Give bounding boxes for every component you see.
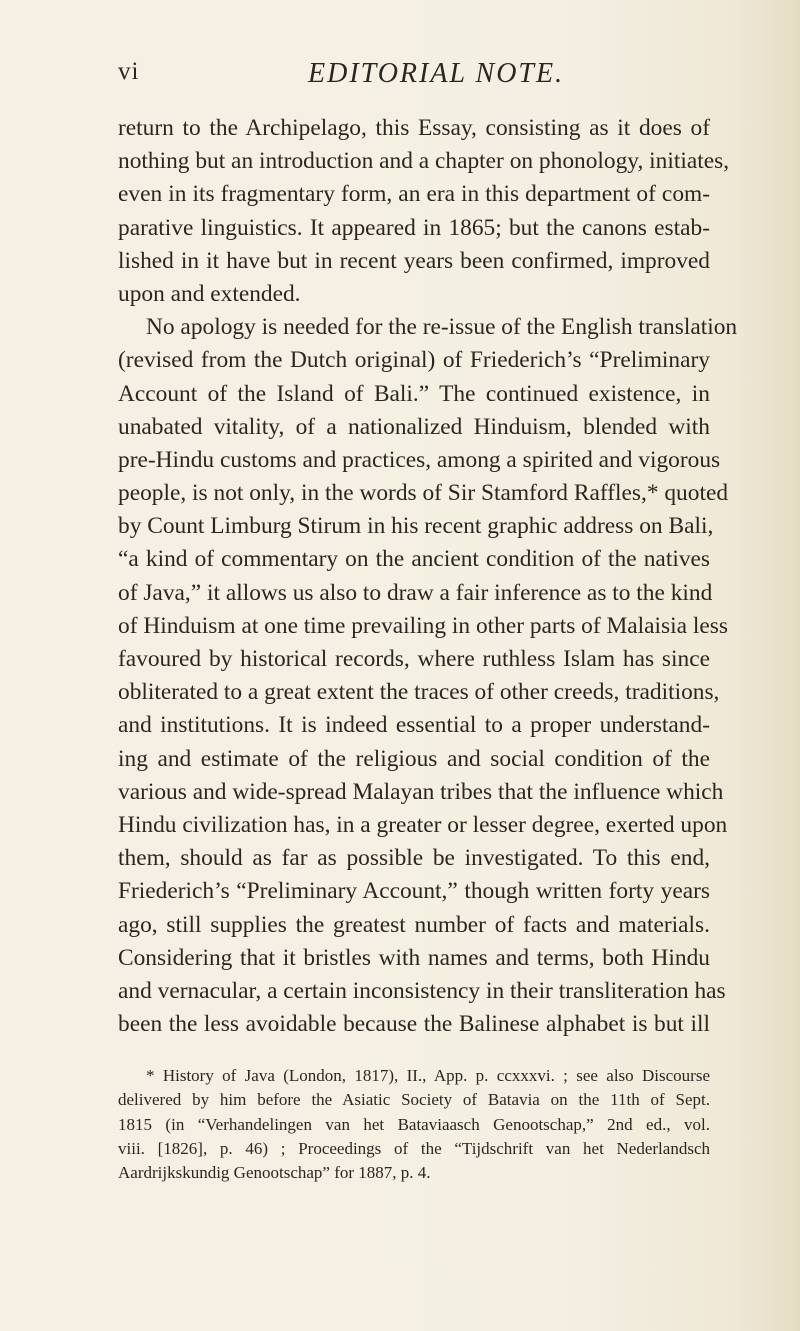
text-line: (revised from the Dutch original) of Friederich’s “Preliminary <box>118 347 710 374</box>
footnote <box>118 1064 710 1185</box>
text-line: people, is not only, in the words of Sir Stamford Raffles,* quoted <box>118 480 729 507</box>
text-line: of Java,” it allows us also to draw a fair inference as to the kind <box>118 579 713 606</box>
text-line: return to the Archipelago, this Essay, consisting as it does of <box>118 115 710 141</box>
text-line: lished in it have but in recent years been confirmed, improved <box>118 247 710 274</box>
text-line: and institutions. It is indeed essential to a proper understand- <box>118 712 710 739</box>
text-line: various and wide-spread Malayan tribes that the influence which <box>118 778 724 805</box>
page-header <box>118 58 718 98</box>
text-line: unabated vitality, of a nationalized Hinduism, blended with <box>118 413 710 440</box>
text-line: Friederich’s “Preliminary Account,” though written forty years <box>118 878 710 905</box>
running-title: EDITORIAL NOTE. <box>308 58 565 89</box>
text-line: of Hinduism at one time prevailing in other parts of Malaisia less <box>118 612 728 639</box>
text-line: ago, still supplies the greatest number of facts and materials. <box>118 911 710 938</box>
footnote-line: Aardrijkskundig Genootschap” for 1887, p. 4. <box>118 1163 431 1183</box>
text-line: pre-Hindu customs and practices, among a spirited and vigorous <box>118 446 721 473</box>
text-line: obliterated to a great extent the traces of other creeds, traditions, <box>118 679 720 706</box>
body-text <box>118 112 738 1041</box>
page-number: vi <box>118 58 140 85</box>
text-line: nothing but an introduction and a chapter on phonology, initiates, <box>118 148 730 175</box>
text-line: parative linguistics. It appeared in 1865; but the canons estab- <box>118 214 710 241</box>
text-line: by Count Limburg Stirum in his recent graphic address on Bali, <box>118 513 714 540</box>
text-line: favoured by historical records, where ruthless Islam has since <box>118 646 710 672</box>
footnote-line: viii. [1826], p. 46) ; Proceedings of the “Tijdschrift van het Nederlandsch <box>118 1138 710 1158</box>
text-line: Considering that it bristles with names and terms, both Hindu <box>118 944 710 971</box>
text-line: No apology is needed for the re-issue of the English translation <box>146 314 738 341</box>
text-line: them, should as far as possible be investigated. To this end, <box>118 845 710 872</box>
text-line: upon and extended. <box>118 280 301 307</box>
text-line: been the less avoidable because the Balinese alphabet is but ill <box>118 1011 710 1038</box>
footnote-line: * History of Java (London, 1817), II., App. p. ccxxxvi. ; see also Discourse <box>146 1066 710 1085</box>
footnote-line: delivered by him before the Asiatic Society of Batavia on the 11th of Sept. <box>118 1090 710 1110</box>
text-line: Hindu civilization has, in a greater or lesser degree, exerted upon <box>118 811 728 838</box>
text-line: even in its fragmentary form, an era in this department of com- <box>118 181 710 208</box>
footnote-line: 1815 (in “Verhandelingen van het Bataviaasch Genootschap,” 2nd ed., vol. <box>118 1114 710 1134</box>
text-line: ing and estimate of the religious and social condition of the <box>118 745 710 772</box>
text-line: and vernacular, a certain inconsistency in their transliteration has <box>118 977 726 1004</box>
text-line: “a kind of commentary on the ancient condition of the natives <box>118 546 710 573</box>
text-line: Account of the Island of Bali.” The continued existence, in <box>118 380 710 407</box>
